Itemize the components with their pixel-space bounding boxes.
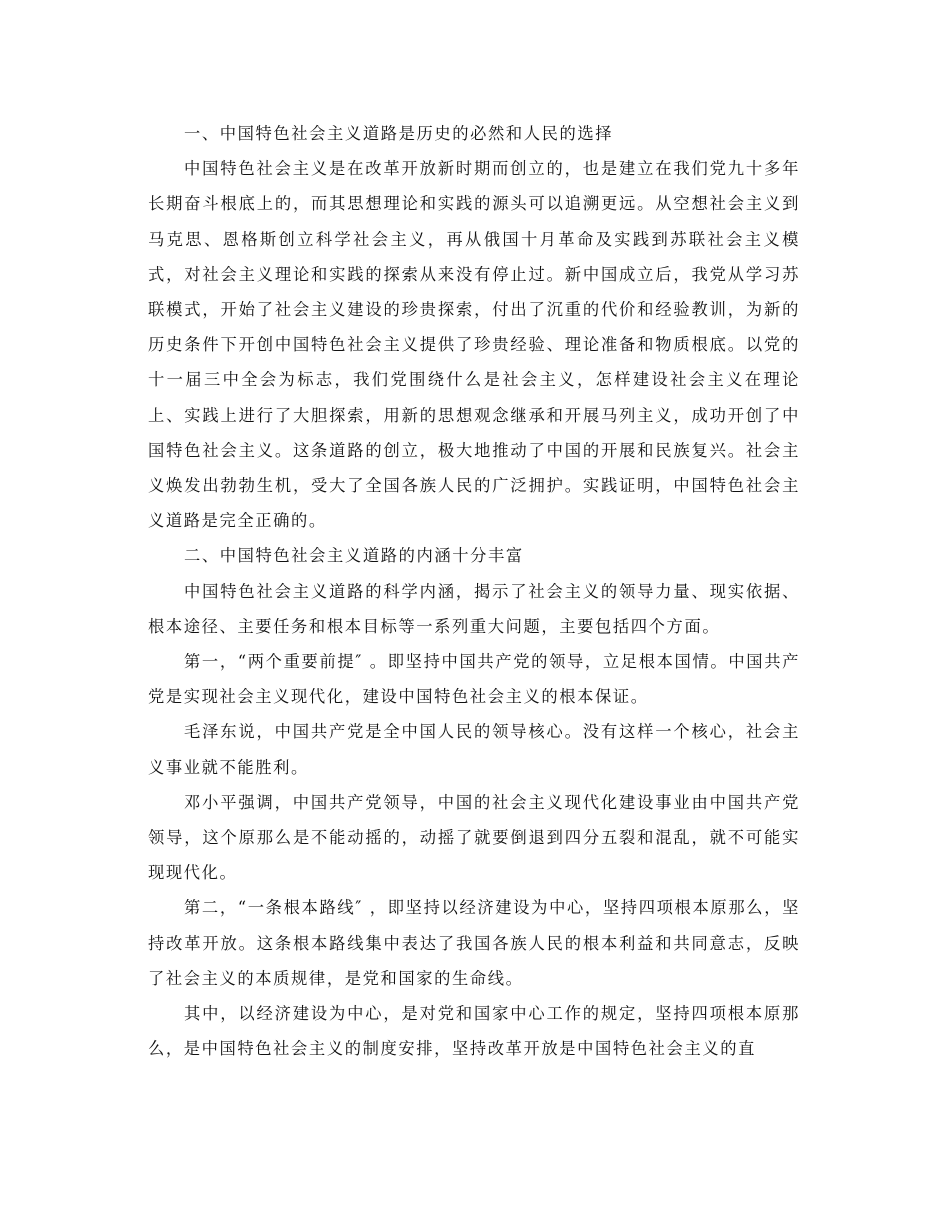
body-paragraph: 邓小平强调，中国共产党领导，中国的社会主义现代化建设事业由中国共产党领导，这个原那么是不能动摇的，动摇了就要倒退到四分五裂和混乱，就不可能实现现代化。 bbox=[148, 792, 800, 883]
body-paragraph: 其中，以经济建设为中心，是对党和国家中心工作的规定，坚持四项根本原那么，是中国特色社会主义的制度安排，坚持改革开放是中国特色社会主义的直 bbox=[148, 1004, 800, 1059]
section-heading-2: 二、中国特色社会主义道路的内涵十分丰富 bbox=[184, 546, 524, 566]
body-paragraph: 毛泽东说，中国共产党是全中国人民的领导核心。没有这样一个核心，社会主义事业就不能胜利。 bbox=[148, 722, 800, 777]
document-body bbox=[148, 116, 800, 1066]
body-paragraph: 第二，“一条根本路线″ ，即坚持以经济建设为中心，坚持四项根本原那么，坚持改革开放。这条根本路线集中表达了我国各族人民的根本利益和共同意志，反映了社会主义的本质规律，是党和国家的生命线。 bbox=[148, 898, 800, 988]
body-paragraph: 中国特色社会主义是在改革开放新时期而创立的，也是建立在我们党九十多年长期奋斗根底上的，而其思想理论和实践的源头可以追溯更远。从空想社会主义到马克思、恩格斯创立科学社会主义，再从俄国十月革命及实践到苏联社会主义模式，对社会主义理论和实践的探索从来没有停止过。新中国成立后，我党从学习苏联模式，开始了社会主义建设的珍贵探索，付出了沉重的代价和经验教训，为新的历史条件下开创中国特色社会主义提供了珍贵经验、理论准备和物质根底。以党的十一届三中全会为标志，我们党围绕什么是社会主义，怎样建设社会主义在理论上、实践上进行了大胆探索，用新的思想观念继承和开展马列主义，成功开创了中国特色社会主义。这条道路的创立，极大地推动了中国的开展和民族复兴。社会主义焕发出勃勃生机，受大了全国各族人民的广泛拥护。实践证明，中国特色社会主义道路是完全正确的。 bbox=[148, 159, 800, 531]
section-heading-1: 一、中国特色社会主义道路是历史的必然和人民的选择 bbox=[184, 124, 614, 143]
body-paragraph: 中国特色社会主义道路的科学内涵，揭示了社会主义的领导力量、现实依据、根本途径、主要任务和根本目标等一系列重大问题，主要包括四个方面。 bbox=[148, 581, 800, 636]
body-paragraph: 第一，“两个重要前提″ 。即坚持中国共产党的领导，立足根本国情。中国共产党是实现社会主义现代化，建设中国特色社会主义的根本保证。 bbox=[148, 652, 800, 707]
